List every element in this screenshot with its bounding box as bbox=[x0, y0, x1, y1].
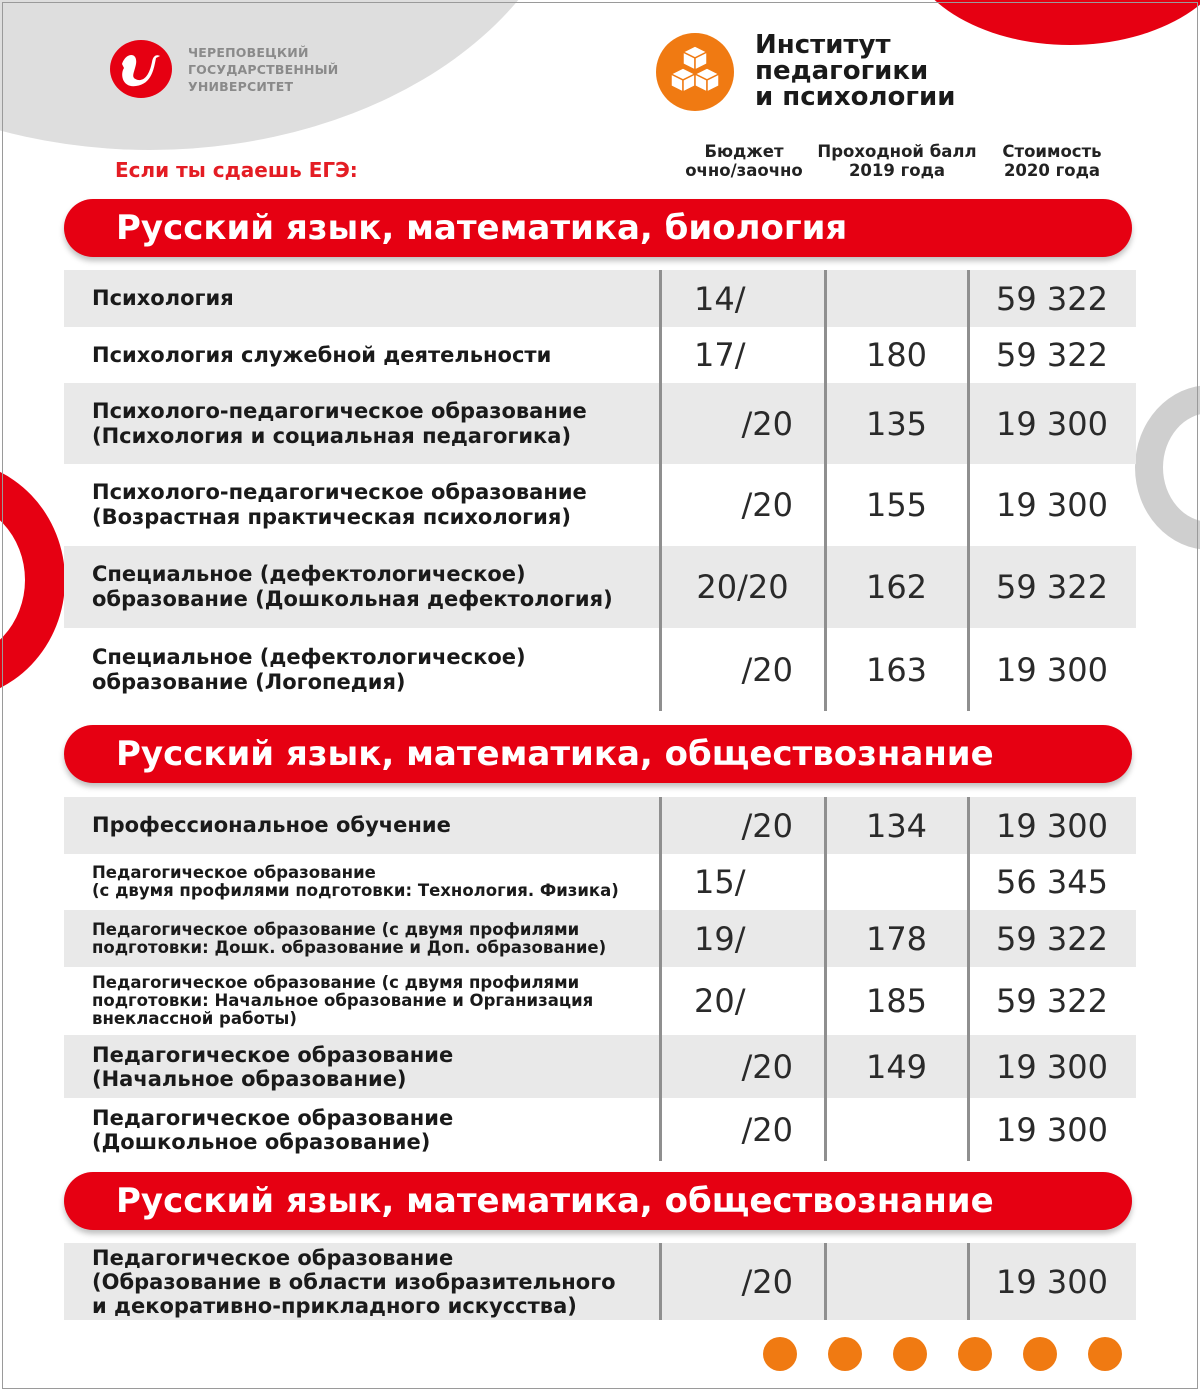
program-name-line: Педагогическое образование (с двумя профилями bbox=[92, 973, 580, 992]
program-name-line: и декоративно-прикладного искусства) bbox=[92, 1293, 577, 1318]
budget-value: /20 bbox=[741, 1262, 793, 1301]
budget-value: 15/ bbox=[694, 863, 746, 901]
score-value: 162 bbox=[865, 568, 928, 606]
institute-name-line: и психологии bbox=[755, 82, 956, 112]
program-name-line: подготовки: Дошк. образование и Доп. образование) bbox=[92, 937, 607, 957]
score-value: 163 bbox=[865, 650, 928, 689]
program-name-line: Психология служебной деятельности bbox=[92, 342, 552, 367]
decor-orange-dot bbox=[763, 1337, 797, 1371]
program-name-line: Педагогическое образование (с двумя профилями bbox=[92, 919, 580, 939]
table-row bbox=[64, 628, 1136, 711]
program-name-line: (Начальное образование) bbox=[92, 1066, 407, 1091]
budget-value: 17/ bbox=[694, 336, 746, 374]
score-value: 155 bbox=[865, 486, 928, 524]
budget-value: 19/ bbox=[694, 919, 746, 958]
cost-value: 59 322 bbox=[996, 919, 1108, 958]
program-name-line: Психолого-педагогическое образование bbox=[92, 398, 587, 423]
budget-value: 14/ bbox=[694, 279, 746, 318]
program-name bbox=[64, 286, 660, 311]
program-name bbox=[64, 399, 660, 449]
column-divider bbox=[824, 1243, 827, 1320]
program-name-line: Педагогическое образование bbox=[92, 863, 376, 882]
program-name-line: (Возрастная практическая психология) bbox=[92, 505, 571, 529]
program-table bbox=[64, 1243, 1136, 1320]
table-row bbox=[64, 854, 1136, 910]
intro-heading: Если ты сдаешь ЕГЭ: bbox=[115, 158, 358, 182]
program-name bbox=[64, 1043, 660, 1091]
table-row bbox=[64, 797, 1136, 854]
program-name-line: Профессиональное обучение bbox=[92, 813, 451, 837]
program-name-line: (Психология и социальная педагогика) bbox=[92, 423, 572, 448]
program-name bbox=[64, 864, 660, 900]
decor-orange-dot bbox=[1023, 1337, 1057, 1371]
program-name bbox=[64, 974, 660, 1028]
score-value: 149 bbox=[865, 1047, 928, 1086]
program-name-line: (с двумя профилями подготовки: Технология. Физика) bbox=[92, 881, 619, 900]
university-name bbox=[188, 44, 338, 95]
decor-orange-dot bbox=[1088, 1337, 1122, 1371]
institute-name-line: педагогики bbox=[755, 56, 929, 86]
program-name bbox=[64, 343, 660, 368]
budget-value: 20/20 bbox=[696, 568, 789, 606]
column-header-budget bbox=[672, 142, 816, 180]
column-divider bbox=[824, 270, 827, 711]
cost-value: 19 300 bbox=[996, 1047, 1108, 1086]
cost-value: 19 300 bbox=[996, 806, 1108, 845]
decor-orange-dot bbox=[893, 1337, 927, 1371]
cost-value: 59 322 bbox=[996, 336, 1108, 374]
program-name-line: внеклассной работы) bbox=[92, 1009, 297, 1028]
budget-value: /20 bbox=[741, 806, 793, 845]
program-name-line: Психолого-педагогическое образование bbox=[92, 480, 587, 504]
program-name-line: (Образование в области изобразительного bbox=[92, 1269, 616, 1294]
program-name-line: Педагогическое образование bbox=[92, 1105, 454, 1130]
program-name bbox=[64, 1246, 660, 1318]
column-divider bbox=[659, 797, 662, 1161]
column-header-line: Бюджет bbox=[704, 142, 784, 161]
program-name-line: Специальное (дефектологическое) bbox=[92, 644, 526, 669]
decor-orange-dot bbox=[958, 1337, 992, 1371]
section-header: Русский язык, математика, обществознание bbox=[64, 725, 1132, 783]
decor-red-ring-left bbox=[0, 460, 65, 700]
score-value: 134 bbox=[865, 806, 928, 845]
table-row bbox=[64, 464, 1136, 546]
cost-value: 59 322 bbox=[996, 279, 1108, 318]
cost-value: 19 300 bbox=[996, 650, 1108, 689]
program-table bbox=[64, 797, 1136, 1161]
university-name-line: ГОСУДАРСТВЕННЫЙ bbox=[188, 62, 339, 77]
decor-orange-dot bbox=[828, 1337, 862, 1371]
program-name bbox=[64, 813, 660, 838]
program-name bbox=[64, 645, 660, 695]
program-name-line: Психология bbox=[92, 286, 234, 310]
cost-value: 19 300 bbox=[996, 1262, 1108, 1301]
program-name bbox=[64, 1106, 660, 1154]
program-name-line: подготовки: Начальное образование и Организация bbox=[92, 991, 594, 1010]
program-name-line: Педагогическое образование bbox=[92, 1042, 454, 1067]
table-row bbox=[64, 1035, 1136, 1098]
decor-gray-ring-right bbox=[1135, 385, 1200, 550]
cost-value: 59 322 bbox=[996, 982, 1108, 1020]
university-name-line: УНИВЕРСИТЕТ bbox=[188, 79, 294, 94]
table-row bbox=[64, 967, 1136, 1035]
table-row bbox=[64, 1098, 1136, 1161]
column-header-line: Стоимость bbox=[1002, 142, 1102, 161]
table-row bbox=[64, 270, 1136, 327]
column-header-line: 2019 года bbox=[848, 161, 946, 180]
budget-value: /20 bbox=[741, 486, 793, 524]
institute-name bbox=[755, 32, 955, 110]
program-name-line: (Дошкольное образование) bbox=[92, 1129, 431, 1154]
table-row bbox=[64, 910, 1136, 967]
cost-value: 19 300 bbox=[996, 404, 1108, 443]
table-row bbox=[64, 383, 1136, 464]
program-name-line: образование (Дошкольная дефектология) bbox=[92, 587, 613, 611]
institute-name-line: Институт bbox=[755, 30, 891, 60]
budget-value: /20 bbox=[741, 1047, 793, 1086]
program-name bbox=[64, 480, 660, 530]
budget-value: /20 bbox=[741, 650, 793, 689]
cost-value: 56 345 bbox=[996, 863, 1108, 901]
cubes-icon bbox=[655, 32, 735, 112]
budget-value: /20 bbox=[741, 1110, 793, 1149]
program-name-line: Специальное (дефектологическое) bbox=[92, 562, 526, 586]
cost-value: 59 322 bbox=[996, 568, 1108, 606]
column-divider bbox=[967, 797, 970, 1161]
cost-value: 19 300 bbox=[996, 486, 1108, 524]
program-name bbox=[64, 921, 660, 957]
program-table bbox=[64, 270, 1136, 711]
column-divider bbox=[659, 270, 662, 711]
table-row bbox=[64, 546, 1136, 628]
table-row bbox=[64, 327, 1136, 383]
column-header-line: очно/заочно bbox=[685, 161, 803, 180]
column-header-cost bbox=[982, 142, 1122, 180]
institute-logo bbox=[655, 32, 985, 112]
program-name-line: образование (Логопедия) bbox=[92, 669, 406, 694]
table-row bbox=[64, 1243, 1136, 1320]
section-header: Русский язык, математика, обществознание bbox=[64, 1172, 1132, 1230]
budget-value: /20 bbox=[741, 404, 793, 443]
score-value: 178 bbox=[865, 919, 928, 958]
column-header-score bbox=[812, 142, 982, 180]
score-value: 135 bbox=[865, 404, 928, 443]
university-logo bbox=[108, 38, 338, 100]
section-header: Русский язык, математика, биология bbox=[64, 199, 1132, 257]
cost-value: 19 300 bbox=[996, 1110, 1108, 1149]
program-name bbox=[64, 562, 660, 612]
budget-value: 20/ bbox=[694, 982, 746, 1020]
university-emblem-icon bbox=[108, 38, 174, 100]
column-divider bbox=[659, 1243, 662, 1320]
university-name-line: ЧЕРЕПОВЕЦКИЙ bbox=[188, 45, 309, 60]
score-value: 185 bbox=[865, 982, 928, 1020]
column-header-line: 2020 года bbox=[1003, 161, 1101, 180]
column-header-line: Проходной балл bbox=[817, 142, 977, 161]
program-name-line: Педагогическое образование bbox=[92, 1245, 454, 1270]
score-value: 180 bbox=[865, 336, 928, 374]
column-divider bbox=[967, 1243, 970, 1320]
column-divider bbox=[967, 270, 970, 711]
column-divider bbox=[824, 797, 827, 1161]
